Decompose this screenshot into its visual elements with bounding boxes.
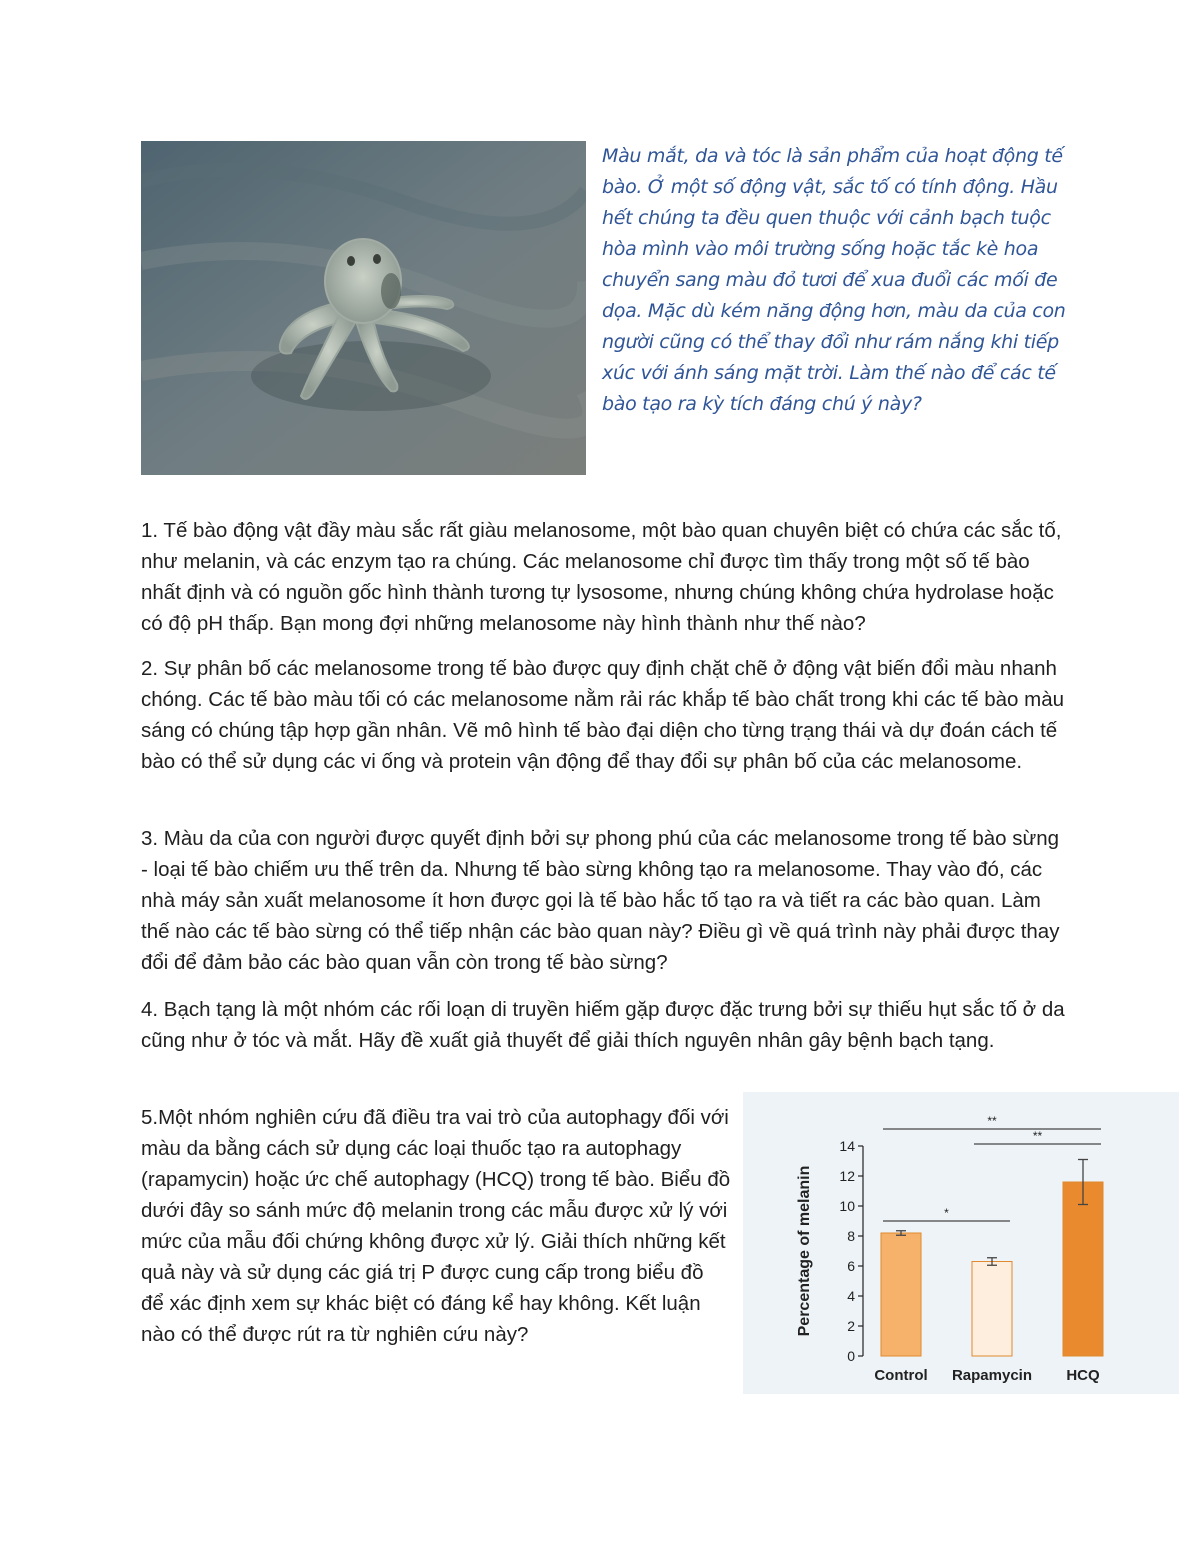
x-category-label: HCQ bbox=[1066, 1367, 1100, 1384]
y-tick-label: 4 bbox=[847, 1288, 855, 1304]
y-tick-label: 10 bbox=[839, 1198, 855, 1214]
y-tick-label: 12 bbox=[839, 1168, 855, 1184]
question-1: 1. Tế bào động vật đầy màu sắc rất giàu melanosome, một bào quan chuyên biệt có chứa các sắc tố, như melanin, và các enzym tạo ra chúng. Các melanosome chỉ được tìm thấy trong một số tế bào nhất định và có nguồn gốc hình thành tương tự lysosome, nhưng chúng không chứa hydrolase hoặc có độ pH thấp. Bạn mong đợi những melanosome này hình thành như thế nào? bbox=[141, 519, 1062, 635]
intro-paragraph: Màu mắt, da và tóc là sản phẩm của hoạt động tế bào. Ở một số động vật, sắc tố có tính động. Hầu hết chúng ta đều quen thuộc với cảnh bạch tuộc hòa mình vào môi trường sống hoặc tắc kè hoa chuyển sang màu đỏ tươi để xua đuổi các mối đe dọa. Mặc dù kém năng động hơn, màu da của con người cũng có thể thay đổi như rám nắng khi tiếp xúc với ánh sáng mặt trời. Làm thế nào để các tế bào tạo ra kỳ tích đáng chú ý này? bbox=[602, 145, 1066, 415]
melanin-chart bbox=[743, 1092, 1179, 1394]
y-axis-label: Percentage of melanin bbox=[796, 1165, 813, 1337]
y-tick-label: 14 bbox=[839, 1138, 855, 1154]
bar-rapamycin bbox=[972, 1262, 1012, 1357]
x-category-label: Rapamycin bbox=[951, 1367, 1033, 1384]
octopus-photo bbox=[141, 141, 586, 475]
question-2: 2. Sự phân bố các melanosome trong tế bào được quy định chặt chẽ ở động vật biến đổi màu nhanh chóng. Các tế bào màu tối có các melanosome nằm rải rác khắp tế bào chất trong khi các tế bào màu sáng có chúng tập hợp gần nhân. Vẽ mô hình tế bào đại diện cho từng trạng thái và dự đoán cách tế bào có thể sử dụng các vi ống và protein vận động để thay đổi sự phân bố của các melanosome. bbox=[141, 657, 1065, 773]
y-tick-label: 8 bbox=[847, 1228, 855, 1244]
significance-label: ** bbox=[987, 1114, 997, 1128]
question-3: 3. Màu da của con người được quyết định bởi sự phong phú của các melanosome trong tế bào sừng - loại tế bào chiếm ưu thế trên da. Nhưng tế bào sừng không tạo ra melanosome. Thay vào đó, các nhà máy sản xuất melanosome ít hơn được gọi là tế bào hắc tố tạo ra và tiết ra các bào quan. Làm thế nào các tế bào sừng có thể tiếp nhận các bào quan này? Điều gì về quá trình này phải được thay đổi để đảm bảo các bào quan vẫn còn trong tế bào sừng? bbox=[141, 827, 1060, 974]
significance-label: * bbox=[944, 1206, 949, 1220]
significance-label: ** bbox=[1032, 1129, 1043, 1143]
bar-control bbox=[881, 1233, 921, 1356]
x-category-label: Control bbox=[874, 1367, 928, 1384]
y-tick-label: 2 bbox=[847, 1318, 855, 1334]
bar-hcq bbox=[1063, 1182, 1103, 1356]
question-4: 4. Bạch tạng là một nhóm các rối loạn di truyền hiếm gặp được đặc trưng bởi sự thiếu hụt sắc tố ở da cũng như ở tóc và mắt. Hãy đề xuất giả thuyết để giải thích nguyên nhân gây bệnh bạch tạng. bbox=[141, 998, 1065, 1052]
y-tick-label: 0 bbox=[847, 1348, 855, 1364]
y-tick-label: 6 bbox=[847, 1258, 855, 1274]
question-5: 5.Một nhóm nghiên cứu đã điều tra vai trò của autophagy đối với màu da bằng cách sử dụng các loại thuốc tạo ra autophagy (rapamycin) hoặc ức chế autophagy (HCQ) trong tế bào. Biểu đồ dưới đây so sánh mức độ melanin trong các mẫu được xử lý với mức của mẫu đối chứng không được xử lý. Giải thích những kết quả này và sử dụng các giá trị P được cung cấp trong biểu đồ để xác định xem sự khác biệt có đáng kể hay không. Kết luận nào có thể được rút ra từ nghiên cứu này? bbox=[141, 1106, 731, 1346]
melanin-bar-chart bbox=[743, 1092, 1179, 1394]
